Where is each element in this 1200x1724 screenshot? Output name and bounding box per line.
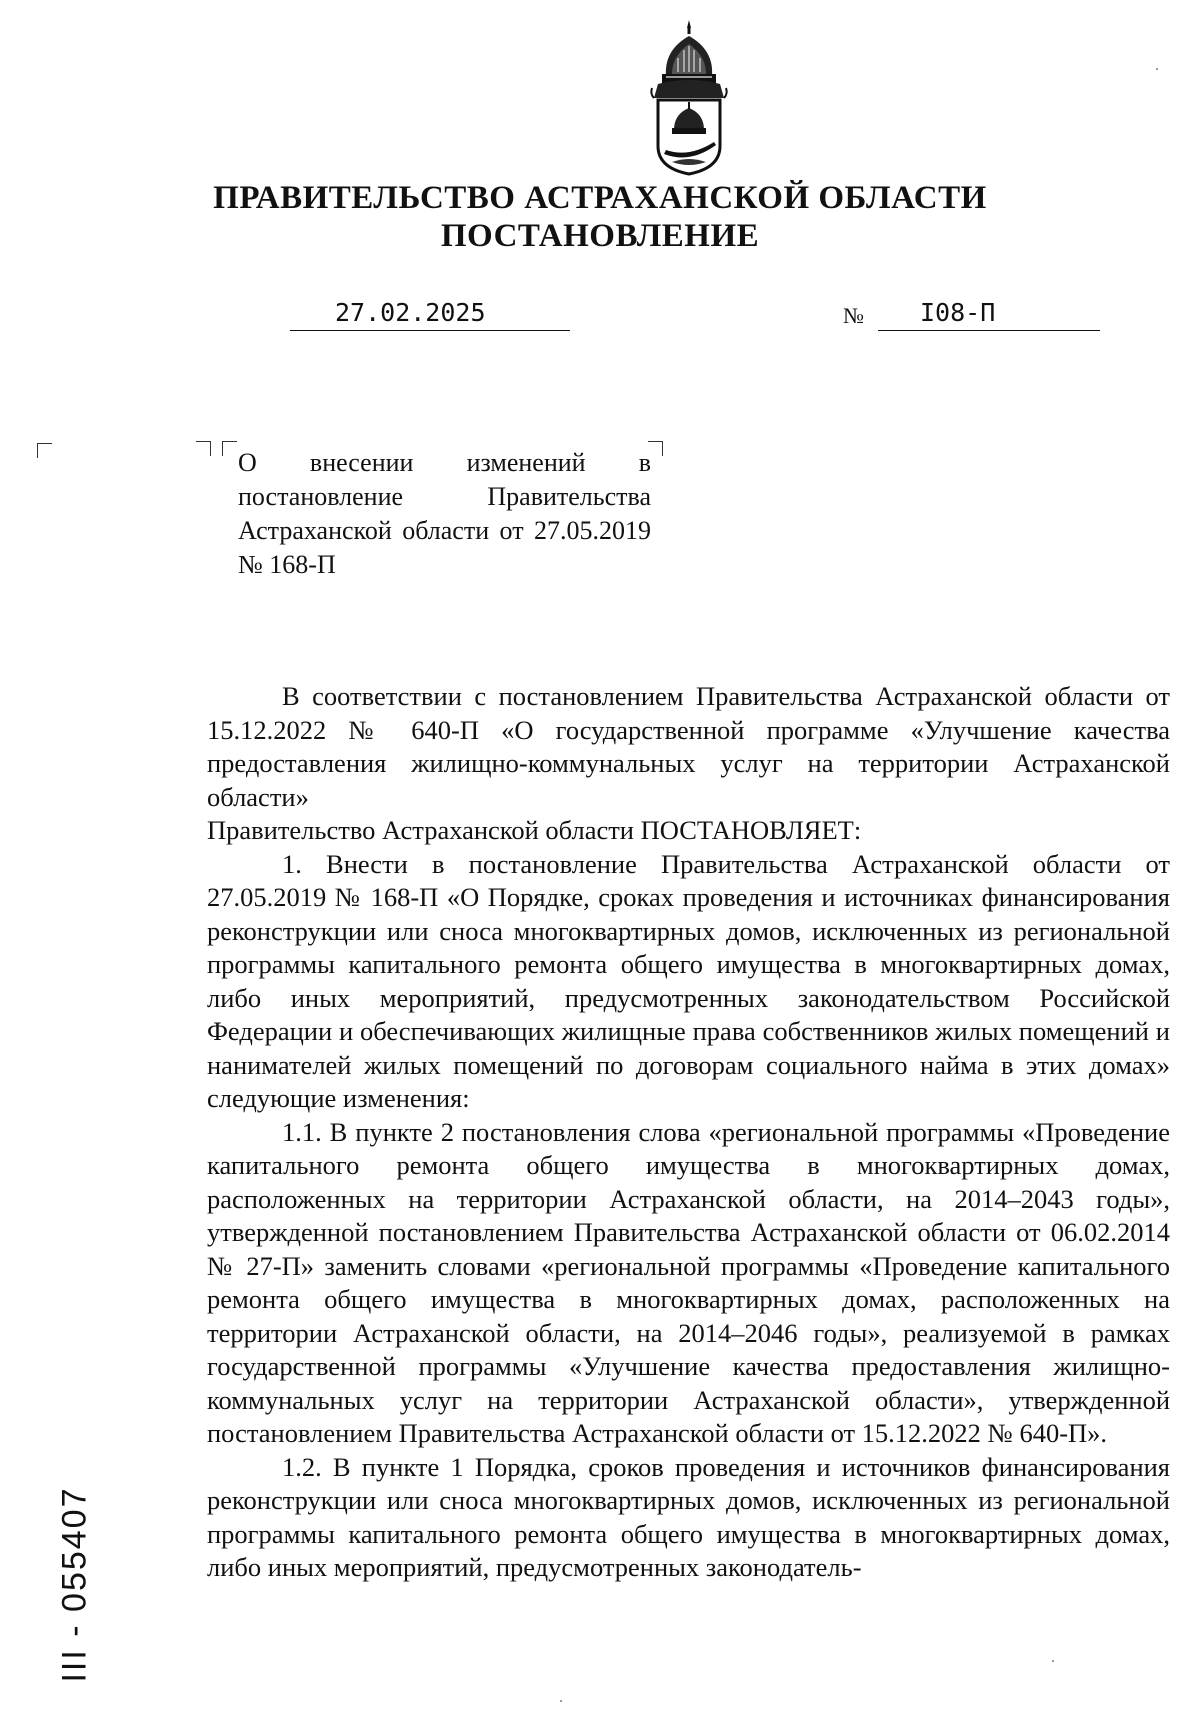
scan-speck [560,1700,562,1702]
scan-speck [1052,1660,1054,1662]
document-subject: О внесении изменений в постановление Правительства Астраханской области от 27.05.2019 № 168-П [238,448,651,579]
number-label: № [843,303,864,328]
resolution-line: Правительство Астраханской области ПОСТАНОВЛЯЕТ: [207,815,862,845]
corner-mark [222,441,237,456]
corner-mark [196,441,211,456]
document-number: I08-П [878,296,1100,331]
organization-title: ПРАВИТЕЛЬСТВО АСТРАХАНСКОЙ ОБЛАСТИ [213,180,987,216]
astrakhan-coat-of-arms-icon [644,18,734,178]
clause-1-2-paragraph: 1.2. В пункте 1 Порядка, сроков проведения и источников финансирования реконструкции или сноса многоквартирных домов, исключенных из региональной программы капитального ремонта общего имущества в многоквартирных домах, либо иных мероприятий, предусмотренных законодатель- [207,1451,1170,1582]
document-type-heading: ПОСТАНОВЛЕНИЕ [440,218,760,254]
clause-1-paragraph: 1. Внести в постановление Правительства Астраханской области от 27.05.2019 № 168-П «О Порядке, сроках проведения и источниках финансирования реконструкции или сноса многоквартирных домов, исключенных из региональной программы капитального ремонта общего имущества в многоквартирных домах, либо иных мероприятий, предусмотренных законодательством Российской Федерации и обеспечивающих жилищные права собственников жилых помещений и нанимателей жилых помещений по договорам социального найма в этих домах» следующие изменения: [207,848,1170,1113]
corner-mark [37,443,52,458]
serial-number-stamp: III - 055407 [55,1486,94,1683]
document-body [207,680,1170,1585]
scan-speck [1156,68,1158,70]
preamble-paragraph: В соответствии с постановлением Правительства Астраханской области от 15.12.2022 № 640-П «О государственной программе «Улучшение качества предоставления жилищно-коммунальных услуг на территории Астраханской области» [207,681,1170,812]
document-date: 27.02.2025 [290,296,570,331]
clause-1-1-paragraph: 1.1. В пункте 2 постановления слова «региональной программы «Проведение капитального ремонта общего имущества в многоквартирных домах, расположенных на территории Астраханской области, на 2014–2043 годы», утвержденной постановлением Правительства Астраханской области от 06.02.2014 № 27-П» заменить словами «региональной программы «Проведение капитального ремонта общего имущества в многоквартирных домах, расположенных на территории Астраханской области, на 2014–2046 годы», реализуемой в рамках государственной программы «Улучшение качества предоставления жилищно-коммунальных услуг на территории Астраханской области», утвержденной постановлением Правительства Астраханской области от 15.12.2022 № 640-П». [207,1116,1170,1448]
